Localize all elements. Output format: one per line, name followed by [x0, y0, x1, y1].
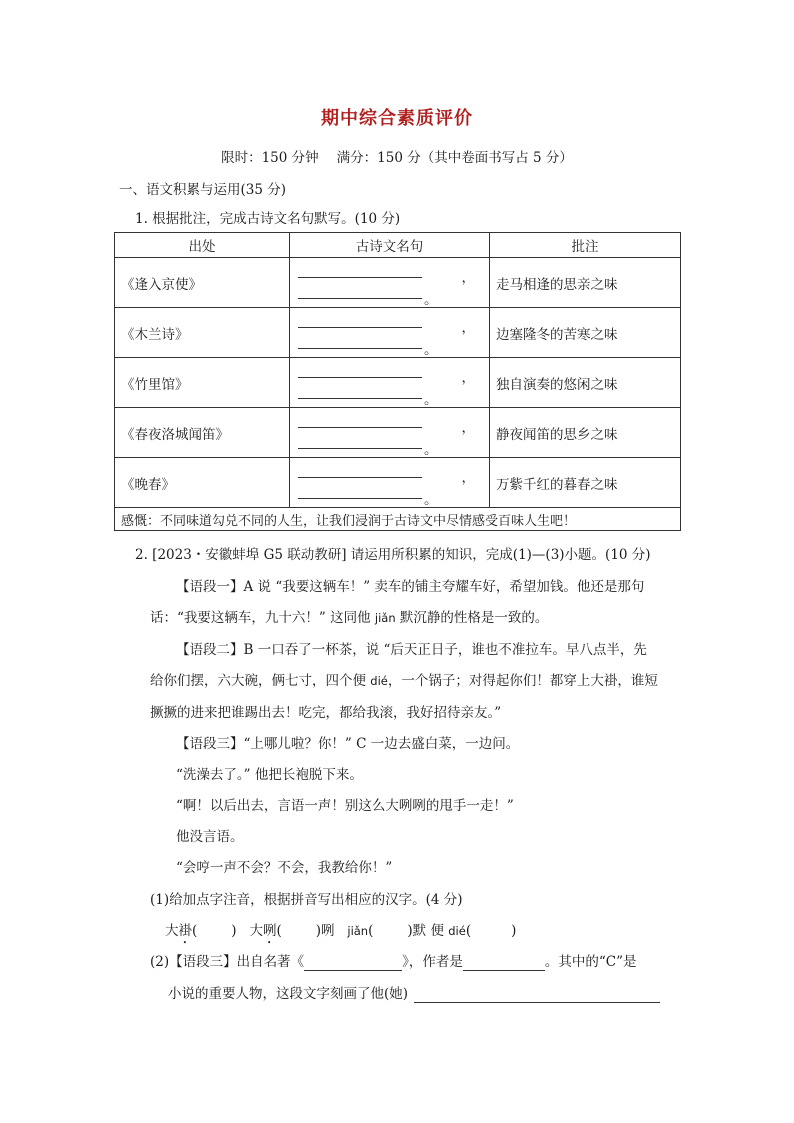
pinyin: jiǎn	[374, 611, 396, 625]
passage-3-line-4: 他没言语。	[176, 829, 244, 845]
answer-cell[interactable]: ， 。	[290, 258, 490, 308]
question-1-prompt: 1. 根据批注，完成古诗文名句默写。(10 分)	[135, 211, 401, 227]
table-header-row	[115, 233, 681, 258]
row-source: 《逢入京使》	[115, 258, 290, 308]
answer-blank[interactable]	[298, 448, 422, 449]
row-note: 静夜闻笛的思乡之味	[490, 408, 681, 458]
passage-3-line-3: “啊！以后出去，言语一声！别这么大咧咧的甩手一走！”	[176, 798, 514, 814]
table-row	[115, 258, 681, 308]
answer-blank[interactable]	[298, 427, 422, 428]
book-title-blank[interactable]	[304, 954, 402, 971]
passage-2-line-2: 给你们摆，六大碗，俩七寸，四个便 dié，一个锅子；对得起你们！都穿上大褂，谁短	[150, 673, 658, 689]
pinyin: dié	[370, 674, 388, 688]
sub-question-2: (2)【语段三】出自名著《 》，作者是 。其中的“C”是	[150, 954, 637, 970]
passage-1-line-1: 【语段一】A 说 “我要这辆车！” 卖车的铺主夸耀车好，希望加钱。他还是那句	[176, 579, 645, 595]
answer-cell[interactable]: ， 。	[290, 358, 490, 408]
sub-question-2-line-2: 小说的重要人物，这段文字刻画了他(她)	[168, 982, 660, 1003]
table-row	[115, 358, 681, 408]
answer-blank[interactable]	[414, 986, 660, 1003]
row-source: 《春夜洛城闻笛》	[115, 408, 290, 458]
exam-info	[0, 146, 794, 166]
table-row	[115, 458, 681, 508]
answer-blank[interactable]	[298, 477, 422, 478]
table-remark-row	[115, 508, 681, 531]
answer-cell[interactable]: ， 。	[290, 458, 490, 508]
table-row	[115, 408, 681, 458]
row-note: 独自演奏的悠闲之味	[490, 358, 681, 408]
dotted-char: 咧	[262, 923, 277, 939]
answer-blank[interactable]	[298, 327, 422, 328]
passage-2-line-1: 【语段二】B 一口吞了一杯茶，说 “后天正日子，谁也不准拉车。早八点半，先	[176, 642, 647, 658]
table-remark: 感慨：不同味道勾兑不同的人生，让我们浸润于古诗文中尽情感受百味人生吧！	[115, 508, 681, 531]
passage-3-line-2: “洗澡去了。” 他把长袍脱下来。	[176, 767, 363, 783]
time-limit: 限时：150 分钟	[221, 150, 319, 166]
header-source: 出处	[115, 233, 290, 258]
pinyin: dié	[448, 924, 466, 938]
header-poem-line: 古诗文名句	[290, 233, 490, 258]
section-heading: 一、语文积累与运用(35 分)	[119, 182, 287, 198]
page-title: 期中综合素质评价	[321, 108, 473, 129]
answer-cell[interactable]: ， 。	[290, 408, 490, 458]
header-note: 批注	[490, 233, 681, 258]
answer-blank[interactable]	[298, 298, 422, 299]
passage-2-line-3: 撅撅的进来把谁踢出去！吃完，都给我滚，我好招待亲友。”	[150, 705, 502, 721]
passage-3-line-1: 【语段三】“上哪儿啦？你！” C 一边去盛白菜，一边问。	[176, 736, 520, 752]
dotted-char: 褂	[178, 923, 192, 939]
row-note: 走马相逢的思亲之味	[490, 258, 681, 308]
sub-question-1-items: 大褂( ) 大咧( )咧 jiǎn( )默 便 dié( )	[165, 923, 517, 939]
answer-blank[interactable]	[298, 398, 422, 399]
sub-question-1: (1)给加点字注音，根据拼音写出相应的汉字。(4 分)	[150, 892, 463, 908]
answer-blank[interactable]	[298, 277, 422, 278]
row-source: 《晚春》	[115, 458, 290, 508]
answer-blank[interactable]	[298, 348, 422, 349]
answer-blank[interactable]	[298, 377, 422, 378]
table-row	[115, 308, 681, 358]
answer-blank[interactable]	[298, 498, 422, 499]
answer-cell[interactable]: ， 。	[290, 308, 490, 358]
passage-3-line-5: “会哼一声不会？不会，我教给你！”	[176, 860, 393, 876]
author-blank[interactable]	[463, 954, 545, 971]
question-2-prompt: 2. [2023・安徽蚌埠 G5 联动教研] 请运用所积累的知识，完成(1)—(3)小题。(10 分)	[135, 547, 651, 563]
row-note: 边塞隆冬的苦寒之味	[490, 308, 681, 358]
poem-table	[114, 232, 681, 531]
row-source: 《竹里馆》	[115, 358, 290, 408]
row-source: 《木兰诗》	[115, 308, 290, 358]
full-score: 满分：150 分（其中卷面书写占 5 分）	[336, 150, 573, 166]
row-note: 万紫千红的暮春之味	[490, 458, 681, 508]
pinyin: jiǎn	[347, 924, 369, 938]
passage-1-line-2: 话：“我要这辆车，九十六！” 这同他 jiǎn 默沉静的性格是一致的。	[150, 610, 549, 626]
